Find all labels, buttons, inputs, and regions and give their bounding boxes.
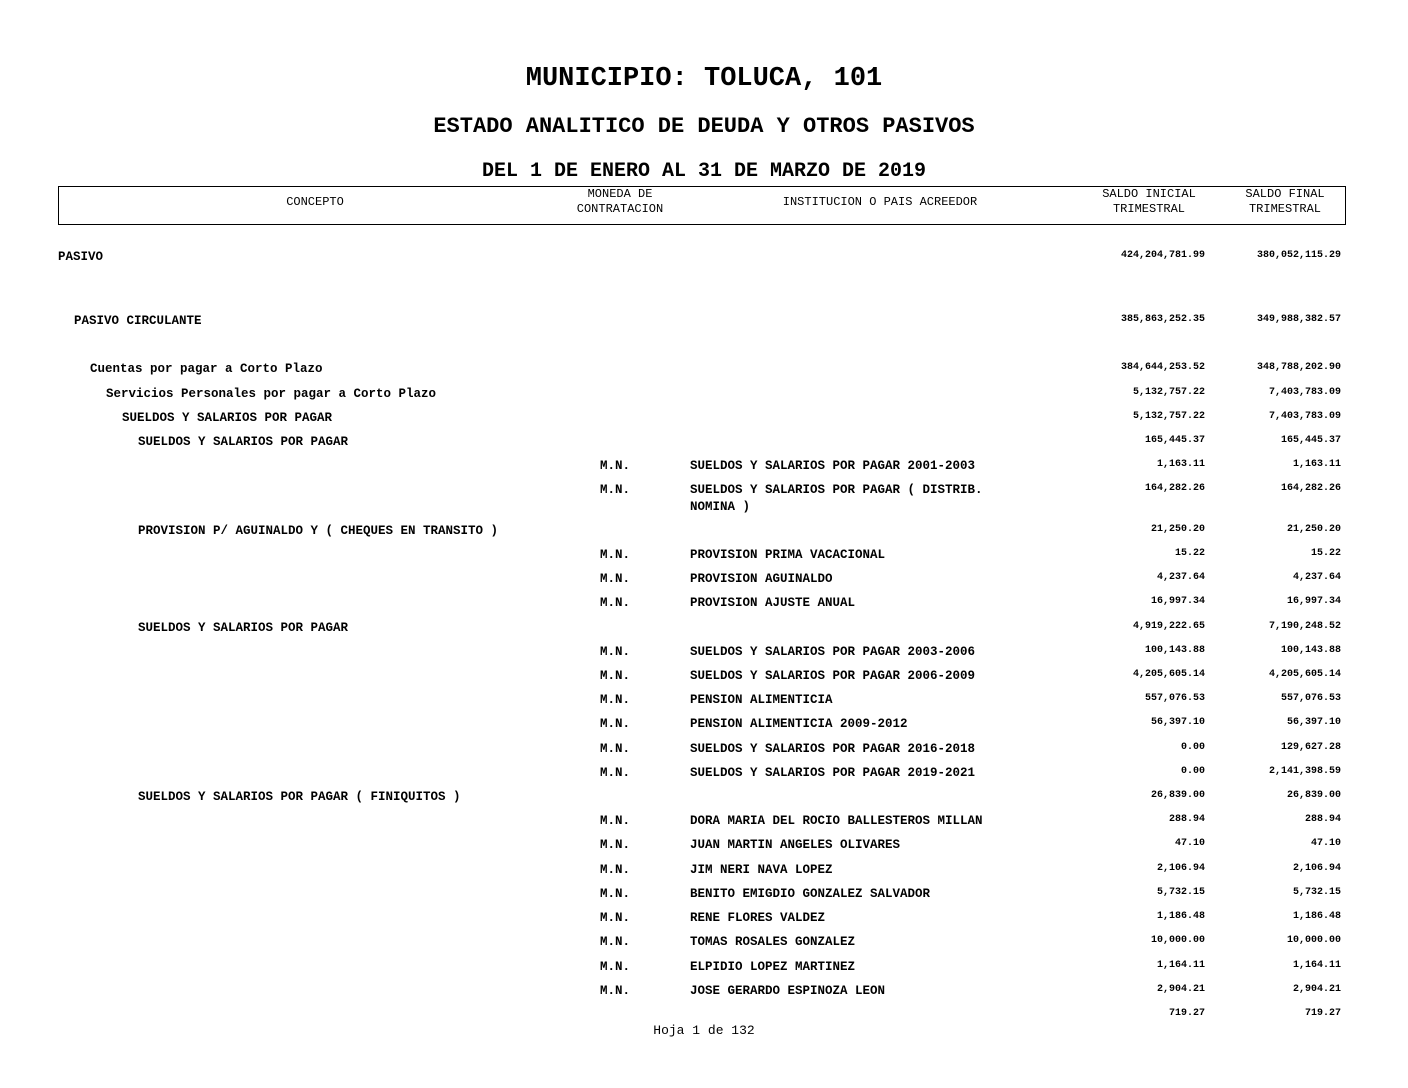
table-row: [0, 411, 1408, 431]
row-saldo-final: 7,403,783.09: [1268, 411, 1341, 422]
row-saldo-final: 2,141,398.59: [1268, 766, 1341, 777]
row-concepto: Cuentas por pagar a Corto Plazo: [90, 362, 323, 376]
row-moneda: M.N.: [600, 984, 631, 998]
row-saldo-inicial: 4,237.64: [1156, 572, 1205, 583]
row-saldo-inicial: 5,132,757.22: [1132, 387, 1205, 398]
row-saldo-final: 7,190,248.52: [1268, 621, 1341, 632]
row-saldo-inicial: 10,000.00: [1150, 935, 1205, 946]
row-saldo-inicial: 165,445.37: [1144, 435, 1205, 446]
table-row: [0, 572, 1408, 592]
row-saldo-inicial: 1,163.11: [1156, 459, 1205, 470]
row-saldo-final: 1,163.11: [1292, 459, 1341, 470]
row-saldo-final: 7,403,783.09: [1268, 387, 1341, 398]
row-saldo-inicial: 21,250.20: [1150, 524, 1205, 535]
row-institucion: SUELDOS Y SALARIOS POR PAGAR 2016-2018: [690, 742, 976, 756]
row-saldo-final: 21,250.20: [1286, 524, 1341, 535]
report-period: DEL 1 DE ENERO AL 31 DE MARZO DE 2019: [481, 160, 927, 183]
row-saldo-final: 557,076.53: [1280, 693, 1341, 704]
row-saldo-final: 4,237.64: [1292, 572, 1341, 583]
table-row: [0, 387, 1408, 407]
table-row: [0, 693, 1408, 713]
column-header-saldo-inicial: SALDO INICIAL TRIMESTRAL: [1102, 187, 1196, 216]
page-number: Hoja 1 de 132: [653, 1023, 755, 1038]
row-saldo-final: 380,052,115.29: [1256, 250, 1341, 261]
row-moneda: M.N.: [600, 645, 631, 659]
row-saldo-final: 2,106.94: [1292, 863, 1341, 874]
row-institucion: PENSION ALIMENTICIA 2009-2012: [690, 717, 908, 731]
row-moneda: M.N.: [600, 483, 631, 497]
table-row: [0, 863, 1408, 883]
table-row: [0, 524, 1408, 544]
table-row: [0, 435, 1408, 455]
row-concepto: PROVISION P/ AGUINALDO Y ( CHEQUES EN TRANSITO ): [138, 524, 499, 538]
row-institucion: DORA MARIA DEL ROCIO BALLESTEROS MILLAN: [690, 814, 983, 828]
table-row: [0, 766, 1408, 786]
row-saldo-inicial: 5,132,757.22: [1132, 411, 1205, 422]
row-institucion: JOSE GERARDO ESPINOZA LEON: [690, 984, 886, 998]
row-institucion: SUELDOS Y SALARIOS POR PAGAR 2003-2006: [690, 645, 976, 659]
row-saldo-inicial: 47.10: [1174, 838, 1205, 849]
table-row: [0, 669, 1408, 689]
table-row: [0, 887, 1408, 907]
row-saldo-final: 5,732.15: [1292, 887, 1341, 898]
table-row: [0, 717, 1408, 737]
row-saldo-final: 10,000.00: [1286, 935, 1341, 946]
column-header-moneda: MONEDA DE CONTRATACION: [576, 187, 664, 216]
row-moneda: M.N.: [600, 766, 631, 780]
table-row: [0, 596, 1408, 616]
row-concepto: Servicios Personales por pagar a Corto Plazo: [106, 387, 437, 401]
row-saldo-inicial: 557,076.53: [1144, 693, 1205, 704]
row-concepto: SUELDOS Y SALARIOS POR PAGAR: [138, 621, 349, 635]
row-saldo-inicial: 719.27: [1168, 1008, 1205, 1019]
column-header-saldo-final: SALDO FINAL TRIMESTRAL: [1245, 187, 1325, 216]
row-institucion: PROVISION AGUINALDO: [690, 572, 833, 586]
row-saldo-inicial: 424,204,781.99: [1120, 250, 1205, 261]
row-institucion: JUAN MARTIN ANGELES OLIVARES: [690, 838, 901, 852]
table-row: [0, 250, 1408, 270]
row-saldo-final: 1,164.11: [1292, 960, 1341, 971]
table-row: [0, 483, 1408, 514]
row-moneda: M.N.: [600, 548, 631, 562]
row-concepto: PASIVO: [58, 250, 104, 264]
row-moneda: M.N.: [600, 960, 631, 974]
table-row: [0, 645, 1408, 665]
row-institucion: SUELDOS Y SALARIOS POR PAGAR 2019-2021: [690, 766, 976, 780]
table-row: [0, 838, 1408, 858]
row-moneda: M.N.: [600, 863, 631, 877]
row-saldo-inicial: 2,904.21: [1156, 984, 1205, 995]
row-institucion: SUELDOS Y SALARIOS POR PAGAR 2001-2003: [690, 459, 976, 473]
row-saldo-inicial: 2,106.94: [1156, 863, 1205, 874]
row-moneda: M.N.: [600, 838, 631, 852]
row-concepto: SUELDOS Y SALARIOS POR PAGAR: [122, 411, 333, 425]
row-saldo-final: 100,143.88: [1280, 645, 1341, 656]
row-saldo-final: 2,904.21: [1292, 984, 1341, 995]
row-institucion: PENSION ALIMENTICIA: [690, 693, 833, 707]
row-saldo-inicial: 100,143.88: [1144, 645, 1205, 656]
table-row: [0, 960, 1408, 980]
row-institucion: ELPIDIO LOPEZ MARTINEZ: [690, 960, 856, 974]
row-saldo-inicial: 16,997.34: [1150, 596, 1205, 607]
row-institucion: JIM NERI NAVA LOPEZ: [690, 863, 833, 877]
row-saldo-inicial: 164,282.26: [1144, 483, 1205, 494]
table-row: [0, 790, 1408, 810]
row-saldo-final: 4,205,605.14: [1268, 669, 1341, 680]
row-saldo-inicial: 5,732.15: [1156, 887, 1205, 898]
row-saldo-final: 165,445.37: [1280, 435, 1341, 446]
row-moneda: M.N.: [600, 596, 631, 610]
row-moneda: M.N.: [600, 887, 631, 901]
column-header-concepto: CONCEPTO: [286, 195, 344, 209]
row-saldo-final: 349,988,382.57: [1256, 314, 1341, 325]
row-institucion: SUELDOS Y SALARIOS POR PAGAR 2006-2009: [690, 669, 976, 683]
row-saldo-inicial: 0.00: [1180, 742, 1205, 753]
table-row: [0, 548, 1408, 568]
table-row: [0, 362, 1408, 382]
row-saldo-inicial: 0.00: [1180, 766, 1205, 777]
row-saldo-final: 719.27: [1304, 1008, 1341, 1019]
row-saldo-inicial: 385,863,252.35: [1120, 314, 1205, 325]
row-saldo-final: 348,788,202.90: [1256, 362, 1341, 373]
row-moneda: M.N.: [600, 693, 631, 707]
row-saldo-final: 1,186.48: [1292, 911, 1341, 922]
row-moneda: M.N.: [600, 717, 631, 731]
row-saldo-final: 26,839.00: [1286, 790, 1341, 801]
row-concepto: SUELDOS Y SALARIOS POR PAGAR: [138, 435, 349, 449]
row-institucion-cont: NOMINA ): [690, 500, 751, 514]
row-saldo-inicial: 15.22: [1174, 548, 1205, 559]
row-moneda: M.N.: [600, 669, 631, 683]
row-saldo-final: 288.94: [1304, 814, 1341, 825]
row-saldo-inicial: 1,186.48: [1156, 911, 1205, 922]
table-row: [0, 459, 1408, 479]
row-moneda: M.N.: [600, 459, 631, 473]
row-saldo-final: 56,397.10: [1286, 717, 1341, 728]
table-row: [0, 621, 1408, 641]
row-saldo-inicial: 26,839.00: [1150, 790, 1205, 801]
column-header-institucion: INSTITUCION O PAIS ACREEDOR: [782, 195, 978, 209]
page-title: MUNICIPIO: TOLUCA, 101: [525, 64, 883, 94]
row-moneda: M.N.: [600, 911, 631, 925]
row-saldo-inicial: 4,919,222.65: [1132, 621, 1205, 632]
report-subtitle: ESTADO ANALITICO DE DEUDA Y OTROS PASIVOS: [433, 114, 975, 139]
row-moneda: M.N.: [600, 742, 631, 756]
row-saldo-final: 164,282.26: [1280, 483, 1341, 494]
table-row: [0, 984, 1408, 1004]
table-row: [0, 814, 1408, 834]
row-institucion: RENE FLORES VALDEZ: [690, 911, 826, 925]
row-saldo-final: 15.22: [1310, 548, 1341, 559]
table-row: [0, 935, 1408, 955]
row-institucion: BENITO EMIGDIO GONZALEZ SALVADOR: [690, 887, 931, 901]
table-row: [0, 314, 1408, 334]
row-institucion: TOMAS ROSALES GONZALEZ: [690, 935, 856, 949]
row-institucion: SUELDOS Y SALARIOS POR PAGAR ( DISTRIB.: [690, 483, 983, 497]
row-saldo-inicial: 384,644,253.52: [1120, 362, 1205, 373]
row-moneda: M.N.: [600, 572, 631, 586]
row-institucion: PROVISION PRIMA VACACIONAL: [690, 548, 886, 562]
row-saldo-inicial: 288.94: [1168, 814, 1205, 825]
row-saldo-inicial: 1,164.11: [1156, 960, 1205, 971]
row-moneda: M.N.: [600, 935, 631, 949]
row-institucion: PROVISION AJUSTE ANUAL: [690, 596, 856, 610]
table-row: [0, 742, 1408, 762]
row-saldo-final: 47.10: [1310, 838, 1341, 849]
table-row: [0, 911, 1408, 931]
row-concepto: SUELDOS Y SALARIOS POR PAGAR ( FINIQUITOS ): [138, 790, 461, 804]
row-saldo-final: 16,997.34: [1286, 596, 1341, 607]
row-concepto: PASIVO CIRCULANTE: [74, 314, 202, 328]
row-saldo-inicial: 4,205,605.14: [1132, 669, 1205, 680]
row-moneda: M.N.: [600, 814, 631, 828]
row-saldo-inicial: 56,397.10: [1150, 717, 1205, 728]
row-saldo-final: 129,627.28: [1280, 742, 1341, 753]
